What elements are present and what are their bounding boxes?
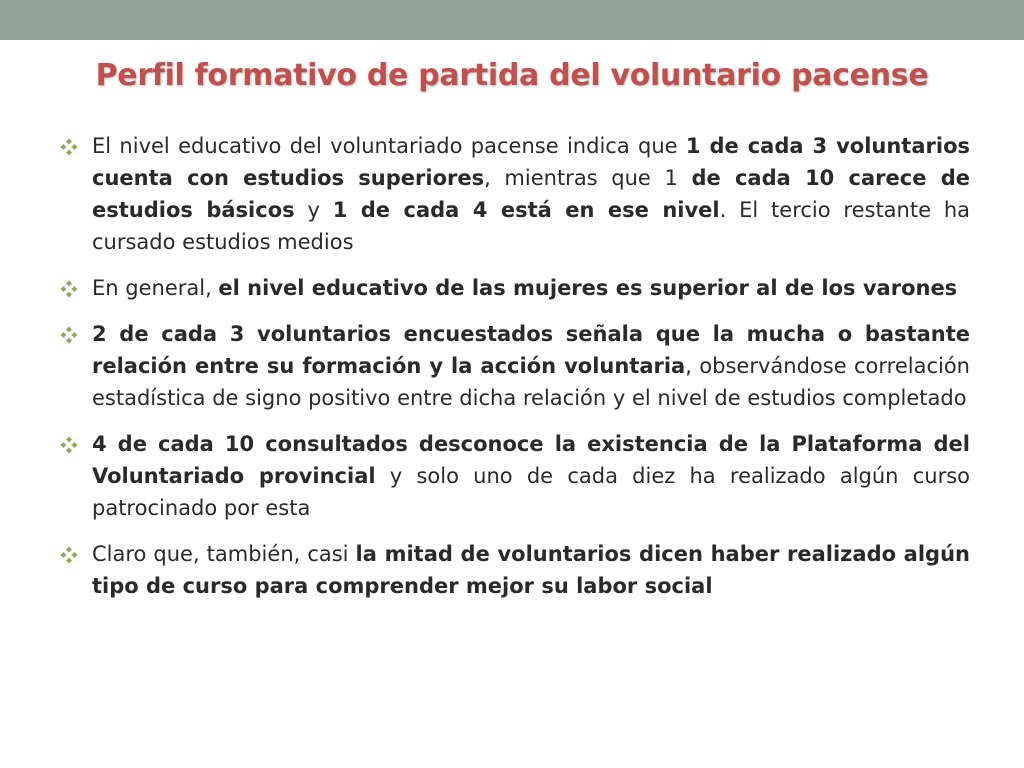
bold-text-segment: 1 de cada 3 voluntarios cuenta con estudios superiores xyxy=(92,134,970,190)
bold-text-segment: 4 de cada 10 consultados desconoce la existencia de la Plataforma del Voluntariado provincial xyxy=(92,432,970,488)
text-segment: . El tercio restante ha cursado estudios medios xyxy=(92,198,971,254)
text-segment: y solo uno de cada diez ha realizado algún curso patrocinado por esta xyxy=(92,464,970,520)
four-diamond-icon xyxy=(60,546,78,564)
bullet-list xyxy=(58,130,970,616)
bullet-item xyxy=(58,130,970,258)
bullet-item xyxy=(58,538,970,602)
bold-text-segment: el nivel educativo de las mujeres es superior al de los varones xyxy=(218,276,958,300)
bullet-text xyxy=(92,538,970,602)
four-diamond-icon xyxy=(60,436,78,454)
slide-title: Perfil formativo de partida del voluntario pacense xyxy=(95,58,929,93)
bold-text-segment: de cada 10 carece de estudios básicos xyxy=(92,166,970,222)
bullet-item xyxy=(58,272,970,304)
text-segment: , observándose correlación estadística de signo positivo entre dicha relación y el nivel de estudios completado xyxy=(92,354,970,410)
bullet-text xyxy=(92,272,970,304)
text-segment: Claro que, también, casi xyxy=(92,542,356,566)
bullet-item xyxy=(58,428,970,524)
text-segment: El nivel educativo del voluntariado pacense indica que xyxy=(92,134,686,158)
bold-text-segment: 1 de cada 4 está en ese nivel xyxy=(332,198,720,222)
bold-text-segment: 2 de cada 3 voluntarios encuestados señala que la mucha o bastante relación entre su formación y la acción voluntaria xyxy=(92,322,970,378)
four-diamond-icon xyxy=(60,138,78,156)
text-segment: En general, xyxy=(92,276,219,300)
four-diamond-icon xyxy=(60,326,78,344)
bullet-item xyxy=(58,318,970,414)
text-segment: , mientras que 1 xyxy=(484,166,692,190)
bullet-text xyxy=(92,428,970,524)
bullet-text xyxy=(92,318,970,414)
top-accent-bar xyxy=(0,0,1024,40)
four-diamond-icon xyxy=(60,280,78,298)
bold-text-segment: la mitad de voluntarios dicen haber realizado algún tipo de curso para comprender mejor su labor social xyxy=(92,542,970,598)
text-segment: y xyxy=(294,198,333,222)
bullet-text xyxy=(92,130,970,258)
